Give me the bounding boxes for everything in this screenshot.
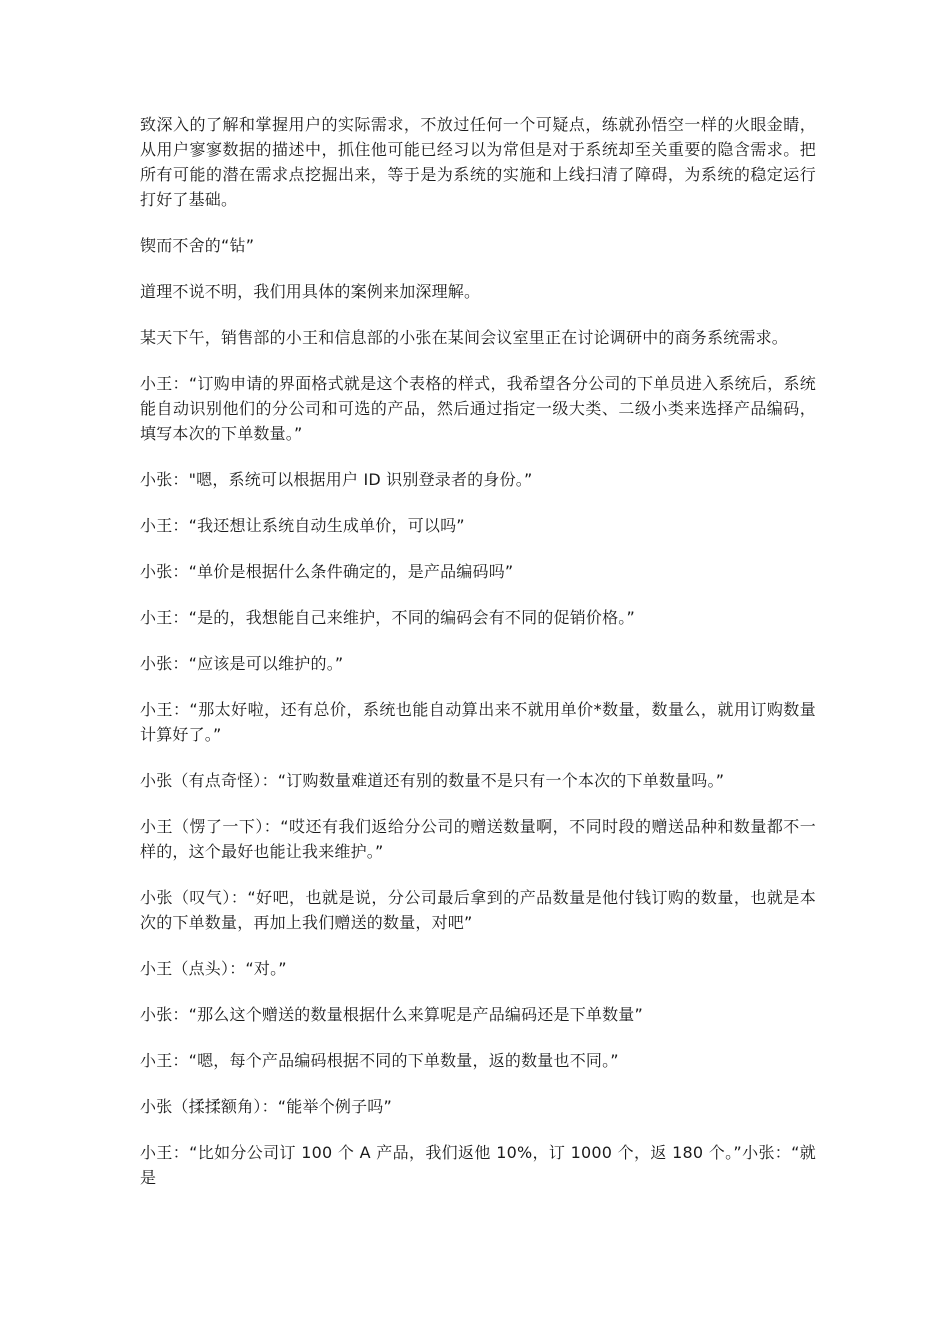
section-heading: 锲而不舍的“钻” <box>140 236 255 255</box>
paragraph-intro: 致深入的了解和掌握用户的实际需求，不放过任何一个可疑点，练就孙悟空一样的火眼金睛，从用户寥寥数据的描述中，抓住他可能已经习以为常但是对于系统却至关重要的隐含需求。把所有可能的潜在需求点挖掘出来，等于是为系统的实施和上线扫清了障碍，为系统的稳定运行打好了基础。 <box>140 115 816 209</box>
dialogue-line: 小张：“那么这个赠送的数量根据什么来算呢是产品编码还是下单数量” <box>140 1005 643 1024</box>
dialogue-line: 小王：“是的，我想能自己来维护，不同的编码会有不同的促销价格。” <box>140 608 635 627</box>
document-body <box>140 112 816 1211</box>
dialogue-line: 小王：“那太好啦，还有总价，系统也能自动算出来不就用单价*数量，数量么，就用订购数量计算好了。” <box>140 700 816 744</box>
dialogue-line: 小张（有点奇怪）：“订购数量难道还有别的数量不是只有一个本次的下单数量吗。” <box>140 771 725 790</box>
dialogue-line: 小王：“比如分公司订 100 个 A 产品，我们返他 10%，订 1000 个，返 180 个。”小张：“就是 <box>140 1143 816 1187</box>
paragraph: 道理不说不明，我们用具体的案例来加深理解。 <box>140 282 481 301</box>
dialogue-line: 小王：“我还想让系统自动生成单价，可以吗” <box>140 516 465 535</box>
dialogue-line: 小王：“订购申请的界面格式就是这个表格的样式，我希望各分公司的下单员进入系统后，系统能自动识别他们的分公司和可选的产品，然后通过指定一级大类、二级小类来选择产品编码，填写本次的下单数量。” <box>140 374 816 443</box>
dialogue-line: 小王（点头）：“对。” <box>140 959 287 978</box>
dialogue-line: 小张（叹气）：“好吧，也就是说，分公司最后拿到的产品数量是他付钱订购的数量，也就是本次的下单数量，再加上我们赠送的数量，对吧” <box>140 888 816 932</box>
dialogue-line: 小王：“嗯，每个产品编码根据不同的下单数量，返的数量也不同。” <box>140 1051 619 1070</box>
paragraph: 某天下午，销售部的小王和信息部的小张在某间会议室里正在讨论调研中的商务系统需求。 <box>140 328 789 347</box>
dialogue-line: 小张（揉揉额角）：“能举个例子吗” <box>140 1097 392 1116</box>
dialogue-line: 小张："嗯，系统可以根据用户 ID 识别登录者的身份。” <box>140 470 533 489</box>
dialogue-line: 小王（愣了一下）：“哎还有我们返给分公司的赠送数量啊，不同时段的赠送品种和数量都不一样的，这个最好也能让我来维护。” <box>140 817 816 861</box>
dialogue-line: 小张：“应该是可以维护的。” <box>140 654 344 673</box>
dialogue-line: 小张：“单价是根据什么条件确定的，是产品编码吗” <box>140 562 514 581</box>
